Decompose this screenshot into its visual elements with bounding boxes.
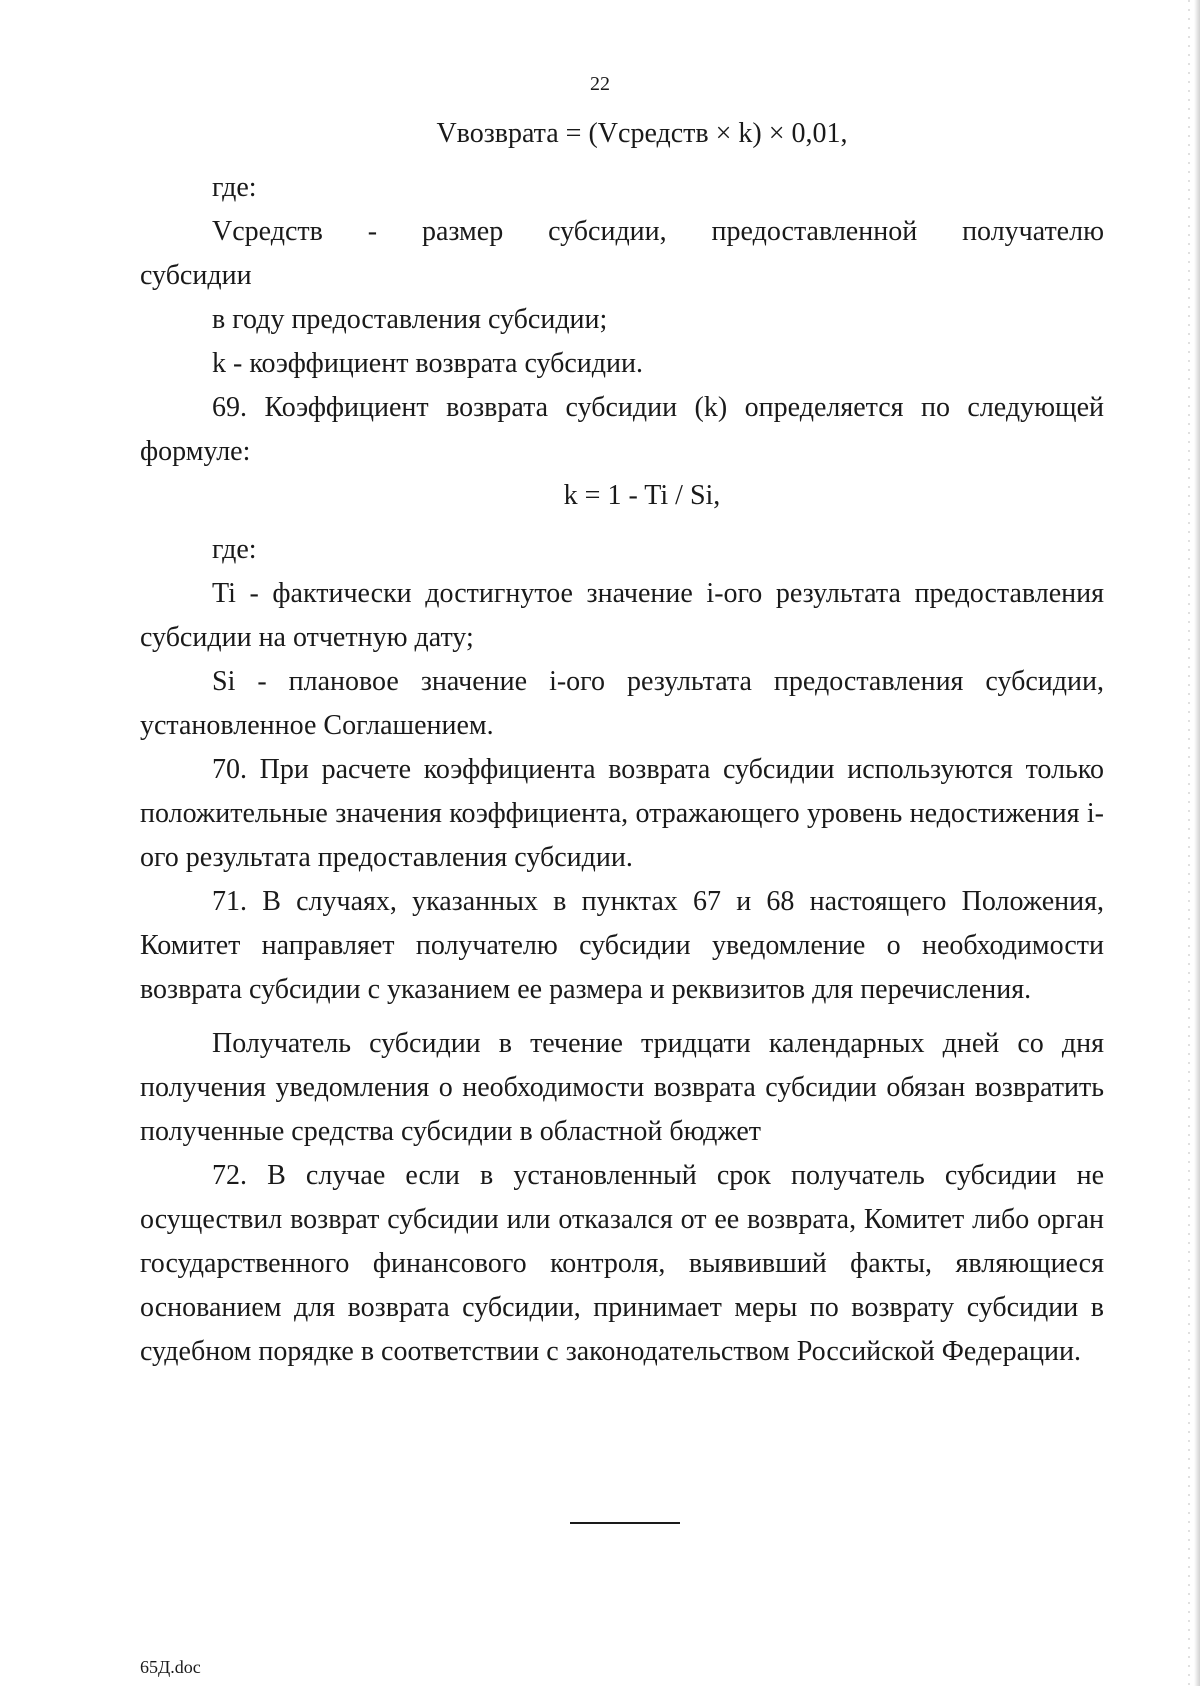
definition-vsredstv-line-3: в году предоставления субсидии;: [212, 304, 608, 335]
paragraph-71: 71. В случаях, указанных в пунктах 67 и 68 настоящего Положения, Комитет направляет получателю субсидии уведомление о необходимости возврата субсидии с указанием ее размера и реквизитов для перечисления.: [140, 886, 1104, 1005]
definition-k: k - коэффициент возврата субсидии.: [212, 348, 644, 379]
formula-return-volume: Vвозврата = (Vсредств × k) × 0,01,: [436, 118, 848, 149]
definition-ti: Ti - фактически достигнутое значение i-ого результата предоставления субсидии на отчетную дату;: [140, 578, 1104, 653]
document-body: [140, 112, 1104, 1374]
definition-vsredstv-line-2: субсидии: [140, 260, 252, 291]
definition-si: Si - плановое значение i-ого результата предоставления субсидии, установленное Соглашением.: [140, 666, 1104, 741]
footer-file-name: 65Д.doc: [140, 1657, 201, 1677]
where-label-1: где:: [212, 172, 257, 203]
definition-vsredstv-line-1: Vсредств - размер субсидии, предоставленной получателю: [212, 216, 1104, 247]
paragraph-71-second: Получатель субсидии в течение тридцати календарных дней со дня получения уведомления о необходимости возврата субсидии обязан возвратить полученные средства субсидии в областной бюджет: [140, 1028, 1104, 1147]
paragraph-72: 72. В случае если в установленный срок получатель субсидии не осуществил возврат субсидии или отказался от ее возврата, Комитет либо орган государственного финансового контроля, выявивший факты, являющиеся основанием для возврата субсидии, принимает меры по возврату субсидии в судебном порядке в соответствии с законодательством Российской Федерации.: [140, 1160, 1104, 1367]
scan-edge-shadow: [1194, 0, 1200, 1686]
scan-edge-noise: [1188, 0, 1190, 1686]
page-number: 22: [590, 73, 610, 95]
paragraph-69: 69. Коэффициент возврата субсидии (k) определяется по следующей формуле:: [140, 392, 1104, 467]
paragraph-70: 70. При расчете коэффициента возврата субсидии используются только положительные значения коэффициента, отражающего уровень недостижения i-ого результата предоставления субсидии.: [140, 754, 1104, 873]
formula-k: k = 1 - Ti / Si,: [563, 480, 721, 511]
end-of-document-rule: [570, 1522, 680, 1524]
where-label-2: где:: [212, 534, 257, 565]
